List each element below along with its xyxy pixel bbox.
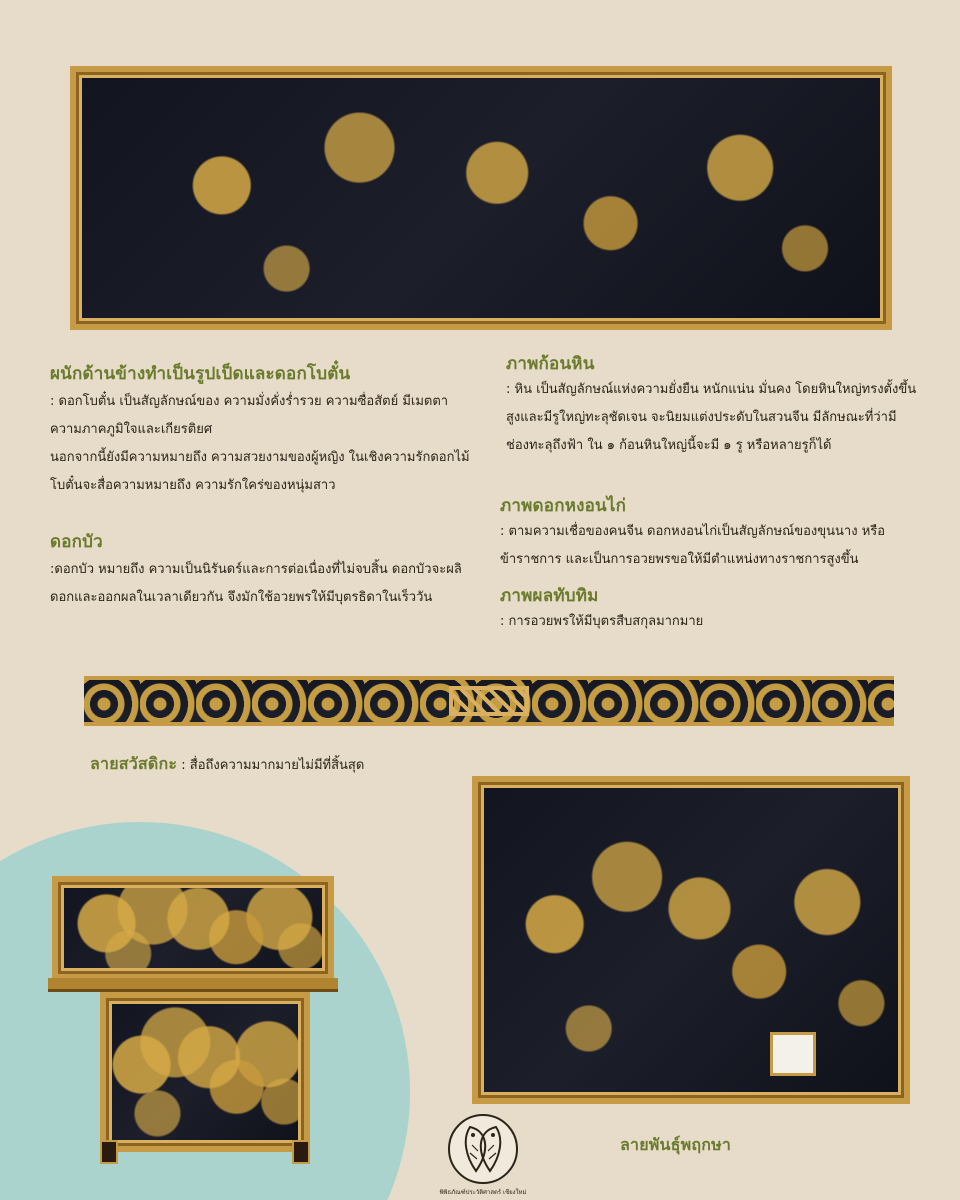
caption-title: ลายพันธุ์พฤกษา xyxy=(620,1135,732,1154)
duck-peony-carved-panel-image xyxy=(70,66,892,330)
caption-text: : สื่อถึงความมากมายไม่มีที่สิ้นสุด xyxy=(177,758,365,773)
carved-cabinet-image xyxy=(48,870,338,1170)
section-paragraph: : ตามความเชื่อของคนจีน ดอกหงอนไก่เป็นสัญลักษณ์ของขุนนาง หรือข้าราชการ และเป็นการอวยพรขอให้มีตำแหน่งทางราชการสูงขึ้น xyxy=(500,524,886,567)
section-lotus xyxy=(50,530,470,612)
cabinet-leg-right xyxy=(292,1140,310,1164)
section-title: ดอกบัว xyxy=(50,532,103,552)
logo-subtitle: พิพิธภัณฑ์ประวัติศาสตร์ เชียงใหม่ xyxy=(439,1189,527,1196)
caption-vine xyxy=(620,1133,731,1157)
swastika-motif-icon xyxy=(449,686,529,716)
section-paragraph: : หิน เป็นสัญลักษณ์แห่งความยั่งยืน หนักแน่น มั่นคง โดยหินใหญ่ทรงตั้งขึ้นสูงและมีรูใหญ่ทะลุชัดเจน จะนิยมแต่งประดับในสวนจีน มีลักษณะที่ว่ามีช่องทะลุถึงฟ้า ใน ๑ ก้อนหินใหญ่นี้จะมี ๑ รู หรือหลายรูก็ได้ xyxy=(506,382,917,453)
museum-logo xyxy=(418,1114,548,1197)
caption-title: ลายสวัสดิกะ xyxy=(90,754,178,773)
section-paragraph: : การอวยพรให้มีบุตรสืบสกุลมากมาย xyxy=(500,614,704,629)
section-rock xyxy=(506,352,918,460)
cabinet-top-panel xyxy=(52,876,334,980)
swastika-carved-band-image xyxy=(84,676,894,726)
section-duck-peony xyxy=(50,362,470,500)
carving-opening xyxy=(770,1032,816,1076)
section-paragraph: นอกจากนี้ยังมีความหมายถึง ความสวยงามของผู้หญิง ในเชิงความรักดอกไม้โบตั๋นจะสื่อความหมายถึง ความรักใคร่ของหนุ่มสาว xyxy=(50,450,470,493)
section-paragraph: : ดอกโบตั๋น เป็นสัญลักษณ์ของ ความมั่งคั่งร่ำรวย ความซื่อสัตย์ มีเมตตา ความภาคภูมิใจและเกียรติยศ xyxy=(50,394,449,437)
section-title: ภาพดอกหงอนไก่ xyxy=(500,496,627,516)
section-title: ภาพผลทับทิม xyxy=(500,586,599,606)
section-title: ผนักด้านข้างทำเป็นรูปเป็ดและดอกโบตั๋น xyxy=(50,364,351,384)
section-cockscomb xyxy=(500,494,918,574)
section-title: ภาพก้อนหิน xyxy=(506,354,595,374)
cabinet-leg-left xyxy=(100,1140,118,1164)
cabinet-base xyxy=(100,992,310,1152)
caption-swastika xyxy=(90,752,510,776)
section-pomegranate xyxy=(500,584,918,636)
two-fish-emblem-icon xyxy=(448,1114,518,1184)
section-paragraph: :ดอกบัว หมายถึง ความเป็นนิรันดร์และการต่อเนื่องที่ไม่จบสิ้น ดอกบัวจะผลิดอกและออกผลในเวลาเดียวกัน จึงมักใช้อวยพรให้มีบุตรธิดาในเร็ววัน xyxy=(50,562,462,605)
cabinet-ledge xyxy=(48,978,338,992)
vine-pattern-carved-image xyxy=(472,776,910,1104)
